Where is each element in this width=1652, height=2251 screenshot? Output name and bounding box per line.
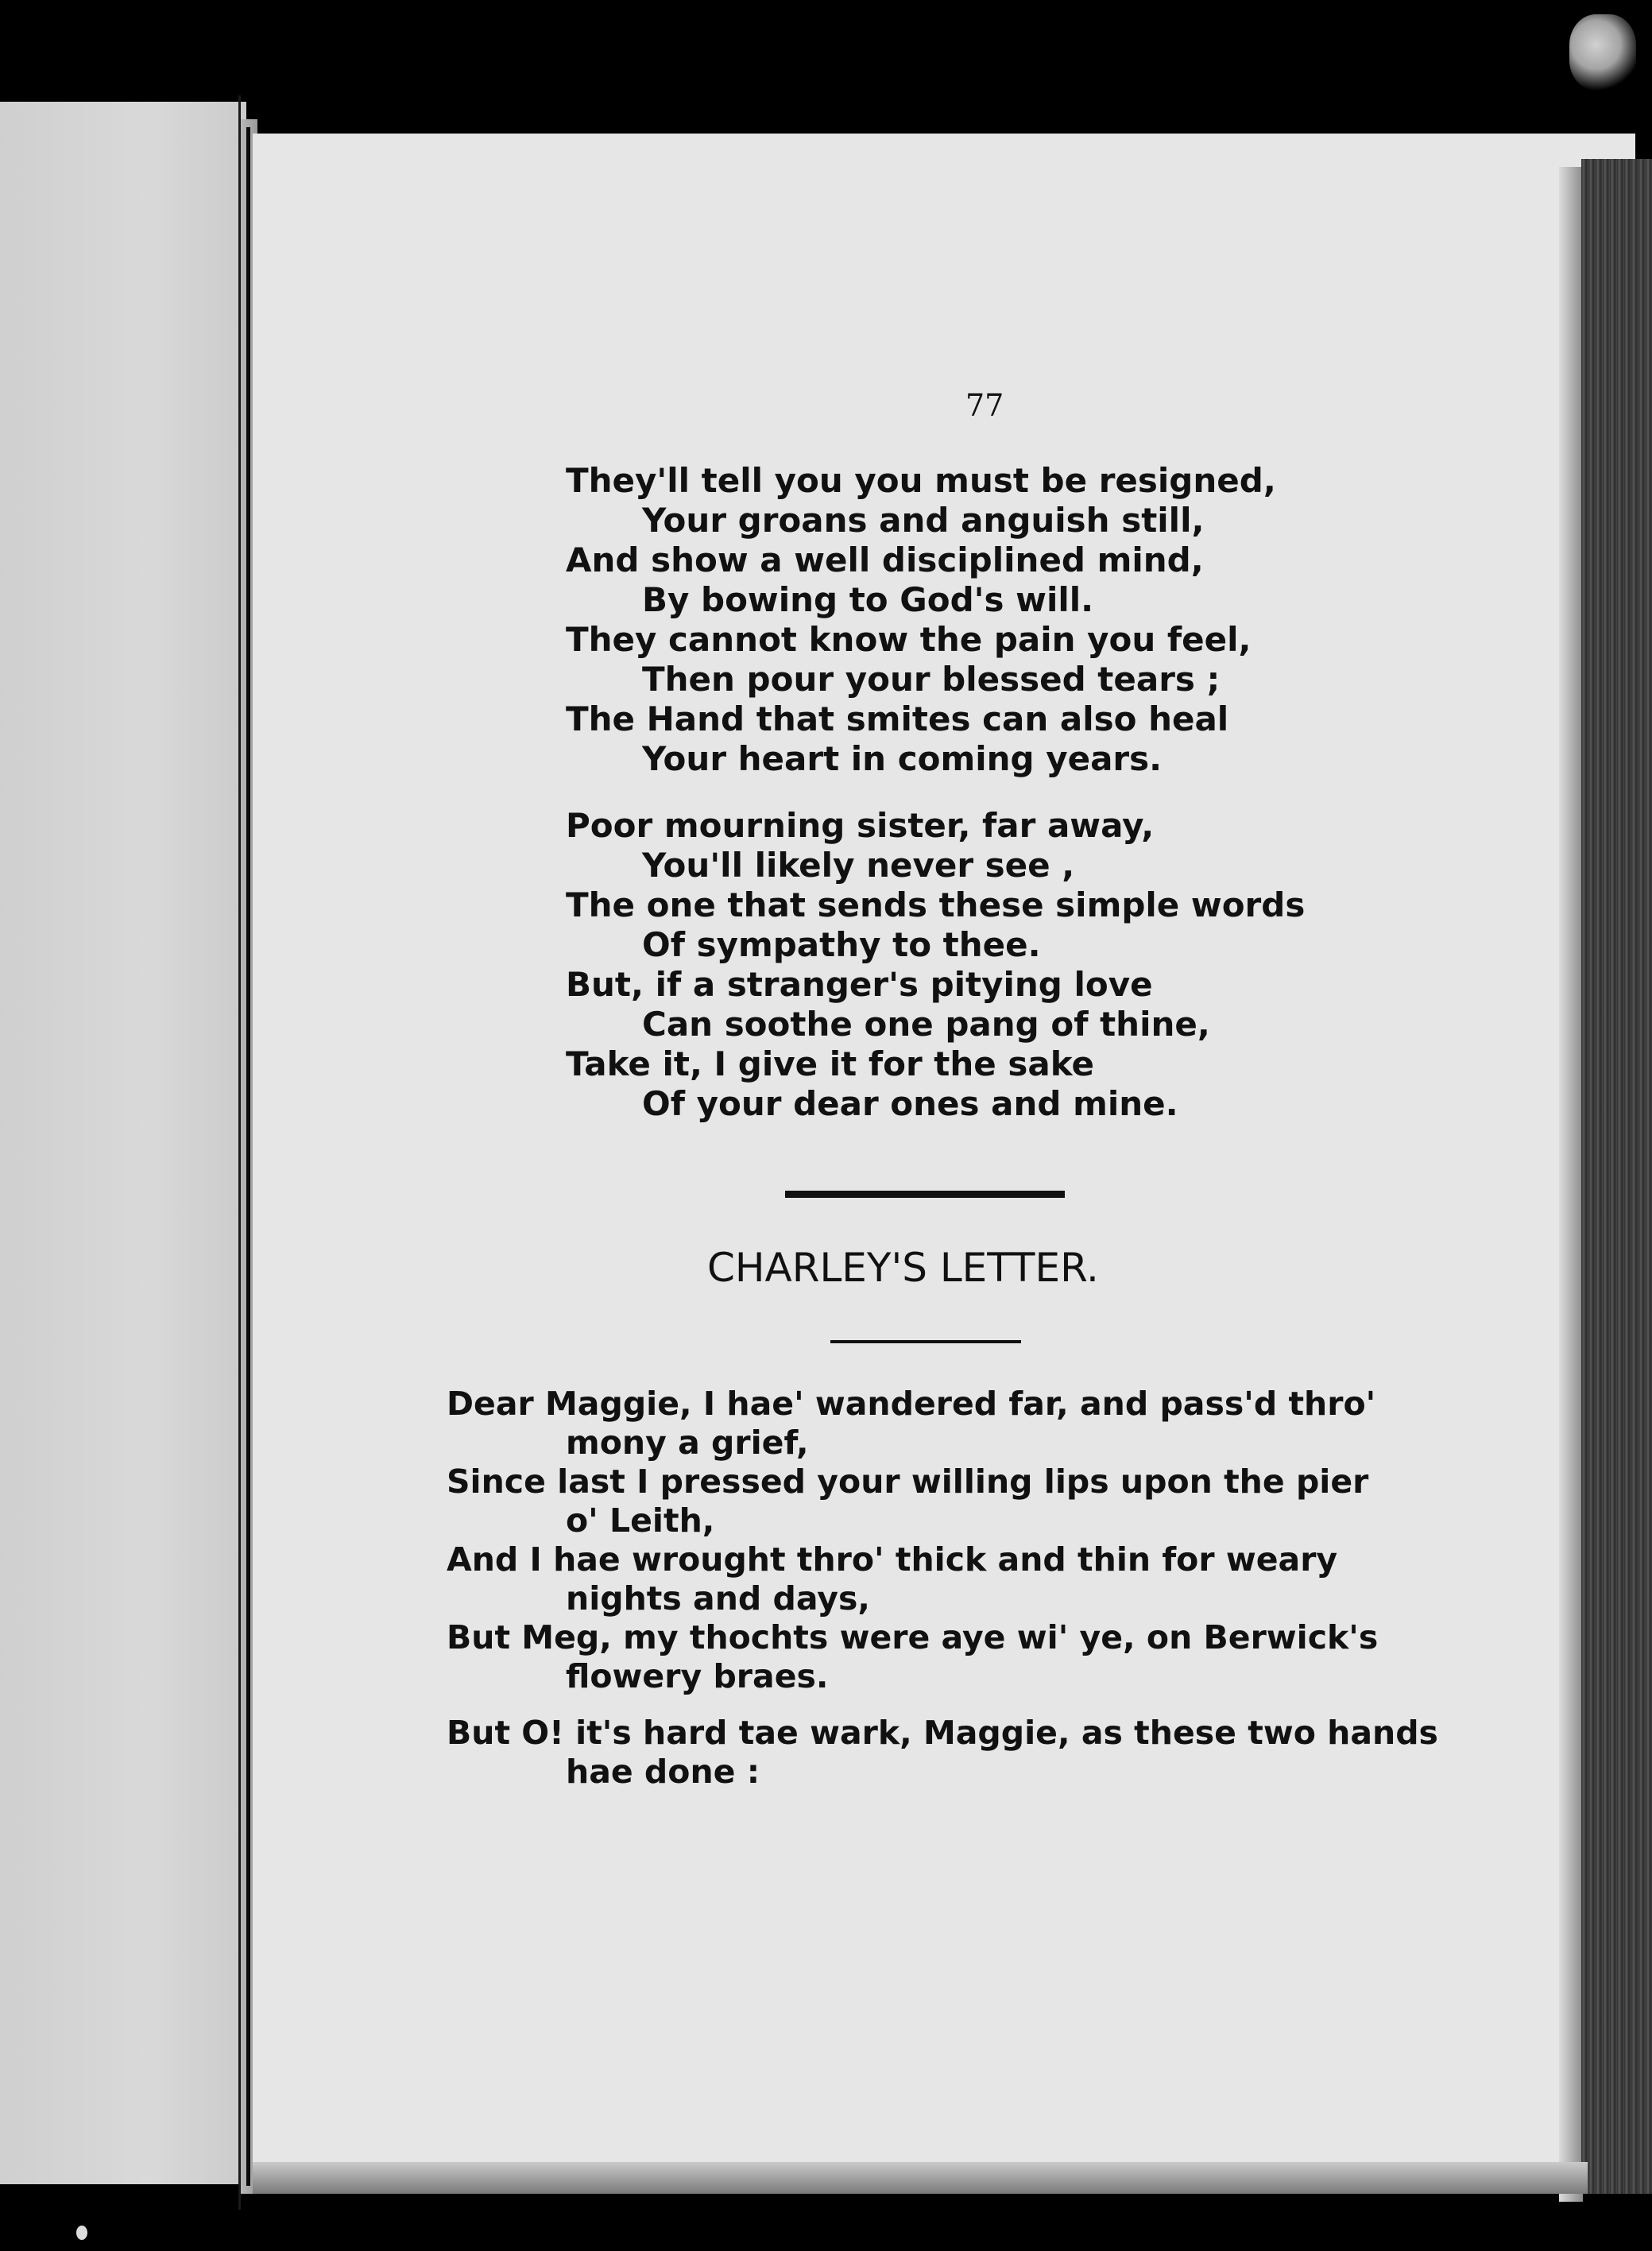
verse-line: By bowing to God's will.	[642, 580, 1094, 619]
title-underline	[830, 1340, 1021, 1343]
stanza	[566, 461, 1305, 779]
verse-line: They cannot know the pain you feel,	[566, 620, 1252, 659]
verse-line: Since last I pressed your willing lips upon the pier	[447, 1463, 1369, 1501]
verse-line: Of your dear ones and mine.	[642, 1084, 1178, 1123]
scan-artifact	[1569, 14, 1636, 91]
verse-line: Poor mourning sister, far away,	[566, 806, 1155, 845]
stanza	[566, 806, 1305, 1124]
stanza	[447, 1385, 1438, 1696]
verse-line: They'll tell you you must be resigned,	[566, 461, 1276, 500]
verse-line: And show a well disciplined mind,	[566, 540, 1204, 579]
left-page	[0, 102, 246, 2184]
section-divider	[785, 1191, 1065, 1198]
verse-line: o' Leith,	[566, 1501, 715, 1540]
verse-line: But O! it's hard tae wark, Maggie, as these two hands	[447, 1714, 1438, 1752]
verse-line: The one that sends these simple words	[566, 885, 1306, 924]
stanza	[447, 1714, 1438, 1792]
bottom-page-shadow	[253, 2162, 1588, 2194]
verse-line: Can soothe one pang of thine,	[642, 1005, 1210, 1044]
verse-line: Then pour your blessed tears ;	[642, 660, 1221, 699]
page-number: 77	[965, 388, 1004, 423]
verse-line: And I hae wrought thro' thick and thin for weary	[447, 1540, 1338, 1579]
scan-speck	[76, 2226, 87, 2240]
poem-ending	[566, 461, 1305, 1124]
verse-line: Dear Maggie, I hae' wandered far, and pass'd thro'	[447, 1385, 1376, 1423]
right-page	[253, 134, 1635, 2184]
verse-line: nights and days,	[566, 1579, 870, 1618]
stanza-gap	[447, 1696, 1438, 1714]
verse-line: hae done :	[566, 1753, 760, 1791]
verse-line: Your groans and anguish still,	[642, 501, 1205, 540]
verse-line: mony a grief,	[566, 1424, 809, 1462]
verse-line: You'll likely never see ,	[642, 846, 1075, 885]
left-page-edge	[238, 95, 241, 2210]
poem-title: CHARLEY'S LETTER.	[707, 1245, 1099, 1291]
verse-line: But Meg, my thochts were aye wi' ye, on Berwick's	[447, 1618, 1379, 1656]
verse-line: flowery braes.	[566, 1657, 829, 1695]
stanza-gap	[566, 779, 1305, 806]
verse-line: But, if a stranger's pitying love	[566, 965, 1153, 1004]
gutter-line	[246, 127, 250, 2186]
verse-line: Of sympathy to thee.	[642, 925, 1041, 964]
verse-line: Take it, I give it for the sake	[566, 1044, 1095, 1083]
page-stack-edge	[1581, 159, 1652, 2194]
verse-line: Your heart in coming years.	[642, 739, 1163, 778]
verse-line: The Hand that smites can also heal	[566, 699, 1229, 738]
page-curve-shadow	[1559, 167, 1583, 2202]
poem-body	[447, 1385, 1438, 1792]
